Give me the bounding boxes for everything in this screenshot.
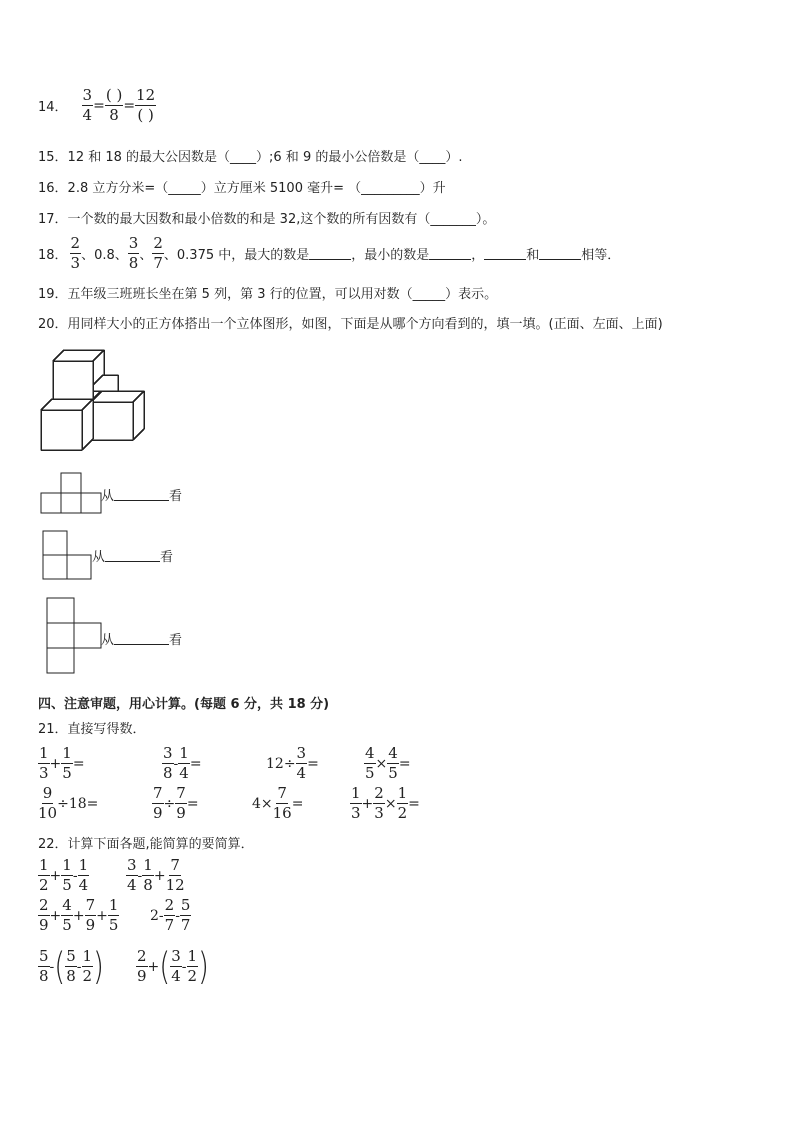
calc-item xyxy=(364,746,411,781)
calc-item xyxy=(252,786,303,821)
fraction xyxy=(61,746,73,781)
math-token: 2 xyxy=(153,234,163,252)
question-text: 12 和 18 的最大公因数是（____）;6 和 9 的最小公倍数是（____）. xyxy=(67,150,463,165)
math-token: 8 xyxy=(163,764,173,782)
math-token: 8 xyxy=(143,876,153,894)
math-token: 5 xyxy=(180,896,191,914)
fraction xyxy=(296,746,308,781)
math-token: 5 xyxy=(365,764,375,782)
math-token: 3 xyxy=(171,947,181,965)
math-token: ) xyxy=(198,943,209,989)
math-token: 3 xyxy=(296,744,307,762)
question-16 xyxy=(38,177,446,196)
math-token: 2 xyxy=(70,234,81,252)
math-token: = xyxy=(186,795,199,812)
math-token: 9 xyxy=(42,784,53,802)
question-number: 14． xyxy=(38,100,68,115)
math-token: 7 xyxy=(164,916,175,934)
math-token: 12 xyxy=(136,86,156,104)
math-token: ÷ xyxy=(163,795,176,812)
math-token: 5 xyxy=(62,916,72,934)
fraction xyxy=(178,746,190,781)
math-token: 8 xyxy=(66,967,76,985)
fraction xyxy=(162,746,174,781)
math-token: + xyxy=(147,958,160,975)
math-token: 从 xyxy=(101,489,115,504)
math-token: 9 xyxy=(85,916,96,934)
question-text: 直接写得数． xyxy=(67,722,146,737)
answer-blank[interactable] xyxy=(484,248,526,260)
math-token: 1 xyxy=(397,784,408,802)
math-token: 4× xyxy=(252,795,273,812)
math-token: 9 xyxy=(176,804,186,822)
math-token: 8 xyxy=(109,106,119,124)
math-token: + xyxy=(49,867,62,884)
view-diagram-2 xyxy=(42,530,92,580)
math-token: 2 xyxy=(39,896,49,914)
question-18 xyxy=(38,236,620,271)
fraction xyxy=(108,898,120,933)
math-token: 2 xyxy=(39,876,49,894)
fraction xyxy=(61,898,73,933)
math-token: = xyxy=(307,755,319,772)
question-15 xyxy=(38,146,462,165)
math-token: 1 xyxy=(62,856,72,874)
question-19 xyxy=(38,283,497,302)
calc-item xyxy=(162,746,202,781)
math-token: + xyxy=(153,867,166,884)
view-diagram-3 xyxy=(46,597,102,675)
math-token: ( ) xyxy=(105,86,123,104)
math-token: ( xyxy=(54,943,66,989)
math-token: 1 xyxy=(351,784,361,802)
math-token: 和 xyxy=(526,248,540,263)
math-token: 1 xyxy=(179,744,189,762)
math-token: 5 xyxy=(388,764,398,782)
section-header: 四、注意审题，用心计算。(每题 6 分，共 18 分) xyxy=(38,697,330,712)
question-text: 计算下面各题,能简算的要简算． xyxy=(67,837,254,852)
math-token: × xyxy=(384,795,397,812)
fraction xyxy=(187,949,199,984)
fraction xyxy=(373,786,385,821)
fraction xyxy=(61,858,73,893)
math-token: 2 xyxy=(397,804,408,822)
math-token: + xyxy=(49,907,62,924)
fraction xyxy=(82,88,94,123)
math-token: = xyxy=(408,795,420,812)
fraction xyxy=(38,786,57,821)
math-token: 3 xyxy=(128,234,139,252)
math-token: 3 xyxy=(351,804,361,822)
math-token: 5 xyxy=(62,764,72,782)
math-token: ÷18= xyxy=(57,795,99,812)
math-token: 2 xyxy=(164,896,175,914)
answer-blank[interactable] xyxy=(114,633,169,645)
answer-blank[interactable] xyxy=(309,248,351,260)
view-label-2 xyxy=(92,546,173,565)
fraction xyxy=(38,746,50,781)
math-token: 10 xyxy=(38,804,58,822)
view-diagram-1 xyxy=(40,472,102,514)
question-number: 17． xyxy=(38,212,68,227)
math-token: 4 xyxy=(78,876,89,894)
math-token: 从 xyxy=(92,550,106,565)
fraction xyxy=(273,786,292,821)
calc-expression xyxy=(150,898,191,933)
math-token: - xyxy=(181,958,187,975)
calc-item xyxy=(152,786,199,821)
math-token: 7 xyxy=(180,916,191,934)
question-number: 16． xyxy=(38,181,68,196)
calc-item xyxy=(38,786,98,821)
question-20 xyxy=(38,313,663,332)
view-label-1 xyxy=(101,485,182,504)
math-token: 1 xyxy=(39,856,49,874)
math-token: × xyxy=(375,755,388,772)
math-token: 12÷ xyxy=(266,755,296,772)
math-token: 5 xyxy=(62,876,72,894)
math-token: ) xyxy=(93,943,104,989)
math-token: - xyxy=(173,755,179,772)
fraction xyxy=(166,858,185,893)
math-token: 1 xyxy=(78,856,89,874)
fraction xyxy=(82,949,94,984)
answer-blank[interactable] xyxy=(114,489,169,501)
math-token: 4 xyxy=(365,744,375,762)
math-token: ( xyxy=(159,943,171,989)
math-token: 3 xyxy=(70,254,81,272)
answer-blank[interactable] xyxy=(539,248,581,260)
fraction xyxy=(85,898,97,933)
math-token: 4 xyxy=(82,106,93,124)
fraction xyxy=(65,949,77,984)
fraction xyxy=(397,786,409,821)
math-token: 5 xyxy=(66,947,76,965)
fraction xyxy=(170,949,182,984)
math-token: = xyxy=(93,97,105,114)
math-token: 1 xyxy=(39,744,49,762)
calc-expression xyxy=(38,898,119,933)
math-token: 看 xyxy=(169,633,183,648)
question-text: 2.8 立方分米=（_____）立方厘米 5100 毫升= （_________）升 xyxy=(67,181,446,196)
answer-blank[interactable] xyxy=(105,550,160,562)
math-token: = xyxy=(123,97,136,114)
math-token: 2 xyxy=(137,947,147,965)
fraction xyxy=(387,746,399,781)
fraction xyxy=(180,898,192,933)
answer-blank[interactable] xyxy=(429,248,471,260)
calc-expression xyxy=(126,858,185,893)
fraction xyxy=(38,858,50,893)
math-token: 4 xyxy=(388,744,398,762)
math-token: 9 xyxy=(153,804,163,822)
math-token: 9 xyxy=(39,916,49,934)
fraction xyxy=(350,786,362,821)
math-token: 7 xyxy=(153,254,163,272)
question-22 xyxy=(38,833,254,852)
question-text: 五年级三班班长坐在第 5 列，第 3 行的位置，可以用对数（_____）表示。 xyxy=(67,287,498,302)
calc-item xyxy=(266,746,319,781)
math-token: 1 xyxy=(82,947,93,965)
calc-expression xyxy=(136,943,209,989)
math-token: + xyxy=(96,907,108,924)
math-token: 看 xyxy=(169,489,183,504)
fraction xyxy=(136,949,148,984)
math-token: 4 xyxy=(127,876,137,894)
fraction-blank xyxy=(105,88,123,123)
math-token: 2 xyxy=(374,784,384,802)
math-token: 、 xyxy=(139,248,153,263)
math-token: = xyxy=(398,755,411,772)
fraction xyxy=(126,858,138,893)
fraction xyxy=(78,858,90,893)
question-number: 15． xyxy=(38,150,68,165)
math-token: - xyxy=(72,867,78,884)
math-token: 5 xyxy=(108,916,119,934)
fraction xyxy=(70,236,82,271)
math-token: 2 xyxy=(187,967,198,985)
math-token: - xyxy=(175,907,180,924)
math-token: - xyxy=(49,958,55,975)
math-token: ，最小的数是 xyxy=(351,248,430,263)
fraction xyxy=(38,949,50,984)
fraction xyxy=(142,858,154,893)
math-token: 8 xyxy=(39,967,49,985)
question-number: 20． xyxy=(38,317,68,332)
math-token: 2- xyxy=(150,907,164,924)
math-token: 从 xyxy=(101,633,115,648)
fraction xyxy=(128,236,140,271)
math-token: + xyxy=(361,795,374,812)
math-token: = xyxy=(189,755,202,772)
math-token: = xyxy=(72,755,85,772)
math-token: 4 xyxy=(62,896,72,914)
math-token: 3 xyxy=(82,86,93,104)
fraction-blank xyxy=(135,88,156,123)
question-number: 22． xyxy=(38,837,68,852)
calc-expression xyxy=(38,943,104,989)
question-14 xyxy=(38,88,156,123)
math-token: 7 xyxy=(170,856,180,874)
math-token: 看 xyxy=(160,550,174,565)
fraction xyxy=(152,236,164,271)
math-token: 3 xyxy=(39,764,49,782)
math-token: 1 xyxy=(187,947,198,965)
math-token: 3 xyxy=(374,804,384,822)
math-token: 7 xyxy=(176,784,186,802)
math-token: 12 xyxy=(165,876,185,894)
math-token: 3 xyxy=(127,856,137,874)
math-token: 5 xyxy=(39,947,49,965)
math-token: 9 xyxy=(137,967,147,985)
math-token: ， xyxy=(471,248,485,263)
fraction xyxy=(152,786,164,821)
question-number: 19． xyxy=(38,287,68,302)
calc-item xyxy=(350,786,420,821)
math-token: ( ) xyxy=(137,106,154,124)
view-label-3 xyxy=(101,629,182,648)
question-number: 18． xyxy=(38,248,68,263)
math-token: 、0.8、 xyxy=(81,248,128,263)
math-token: - xyxy=(76,958,82,975)
math-token: + xyxy=(72,907,85,924)
cube-figure xyxy=(38,345,150,455)
math-token: 4 xyxy=(171,967,181,985)
fraction xyxy=(164,898,176,933)
math-token: 2 xyxy=(82,967,93,985)
calc-item xyxy=(38,746,85,781)
fraction xyxy=(364,746,376,781)
question-21 xyxy=(38,718,146,737)
math-token: + xyxy=(49,755,62,772)
math-token: 3 xyxy=(163,744,173,762)
math-token: 相等． xyxy=(581,248,621,263)
math-token: 8 xyxy=(128,254,139,272)
question-text: 一个数的最大因数和最小倍数的和是 32,这个数的所有因数有（_______）。 xyxy=(67,212,496,227)
math-token: 16 xyxy=(272,804,292,822)
math-token: - xyxy=(137,867,143,884)
math-token: 7 xyxy=(277,784,287,802)
math-token: 1 xyxy=(62,744,72,762)
math-token: 7 xyxy=(153,784,163,802)
fraction xyxy=(175,786,187,821)
math-token: 4 xyxy=(296,764,307,782)
math-token: 1 xyxy=(143,856,153,874)
calc-expression xyxy=(38,858,89,893)
question-number: 21． xyxy=(38,722,68,737)
math-token: 、0.375 中，最大的数是 xyxy=(163,248,310,263)
question-17 xyxy=(38,208,495,227)
math-token: = xyxy=(291,795,304,812)
question-text: 用同样大小的正方体搭出一个立体图形，如图，下面是从哪个方向看到的，填一填。(正面、左面、上面) xyxy=(67,317,663,332)
math-token: 7 xyxy=(85,896,96,914)
math-token: 1 xyxy=(108,896,119,914)
fraction xyxy=(38,898,50,933)
math-token: 4 xyxy=(179,764,189,782)
